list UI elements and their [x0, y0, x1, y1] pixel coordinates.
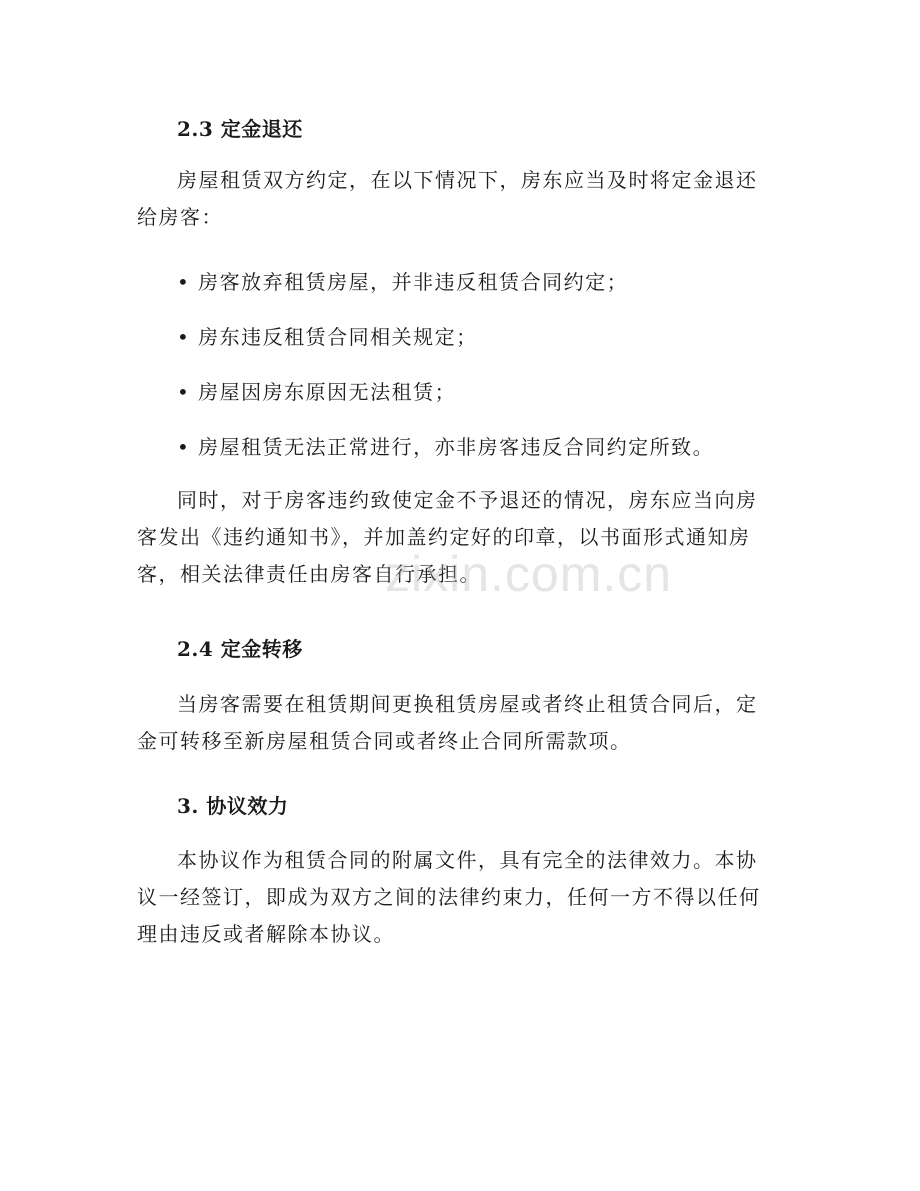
heading-2-3: 2.3 定金退还 [177, 117, 303, 141]
paragraph-breach-notice: 同时，对于房客违约致使定金不予退还的情况，房东应当向房客发出《违约通知书》，并加盖约定好的印章，以书面形式通知房客，相关法律责任由房客自行承担。 [137, 488, 758, 586]
watermark: zixin.com.cn [385, 546, 673, 602]
bullet-item-4: • 房屋租赁无法正常进行，亦非房客违反合同约定所致。 [177, 435, 715, 459]
bullet-item-1: • 房客放弃租赁房屋，并非违反租赁合同约定； [177, 270, 629, 294]
bullet-item-2: • 房东违反租赁合同相关规定； [177, 325, 478, 349]
heading-2-4: 2.4 定金转移 [177, 637, 303, 661]
paragraph-deposit-transfer: 当房客需要在租赁期间更换租赁房屋或者终止租赁合同后，定金可转移至新房屋租赁合同或者终止合同所需款项。 [137, 692, 758, 753]
heading-3: 3. 协议效力 [177, 794, 289, 818]
paragraph-agreement-validity: 本协议作为租赁合同的附属文件，具有完全的法律效力。本协议一经签订，即成为双方之间的法律约束力，任何一方不得以任何理由违反或者解除本协议。 [137, 848, 761, 946]
bullet-item-3: • 房屋因房东原因无法租赁； [177, 380, 457, 404]
paragraph-refund-intro: 房屋租赁双方约定，在以下情况下，房东应当及时将定金退还给房客： [137, 168, 758, 229]
